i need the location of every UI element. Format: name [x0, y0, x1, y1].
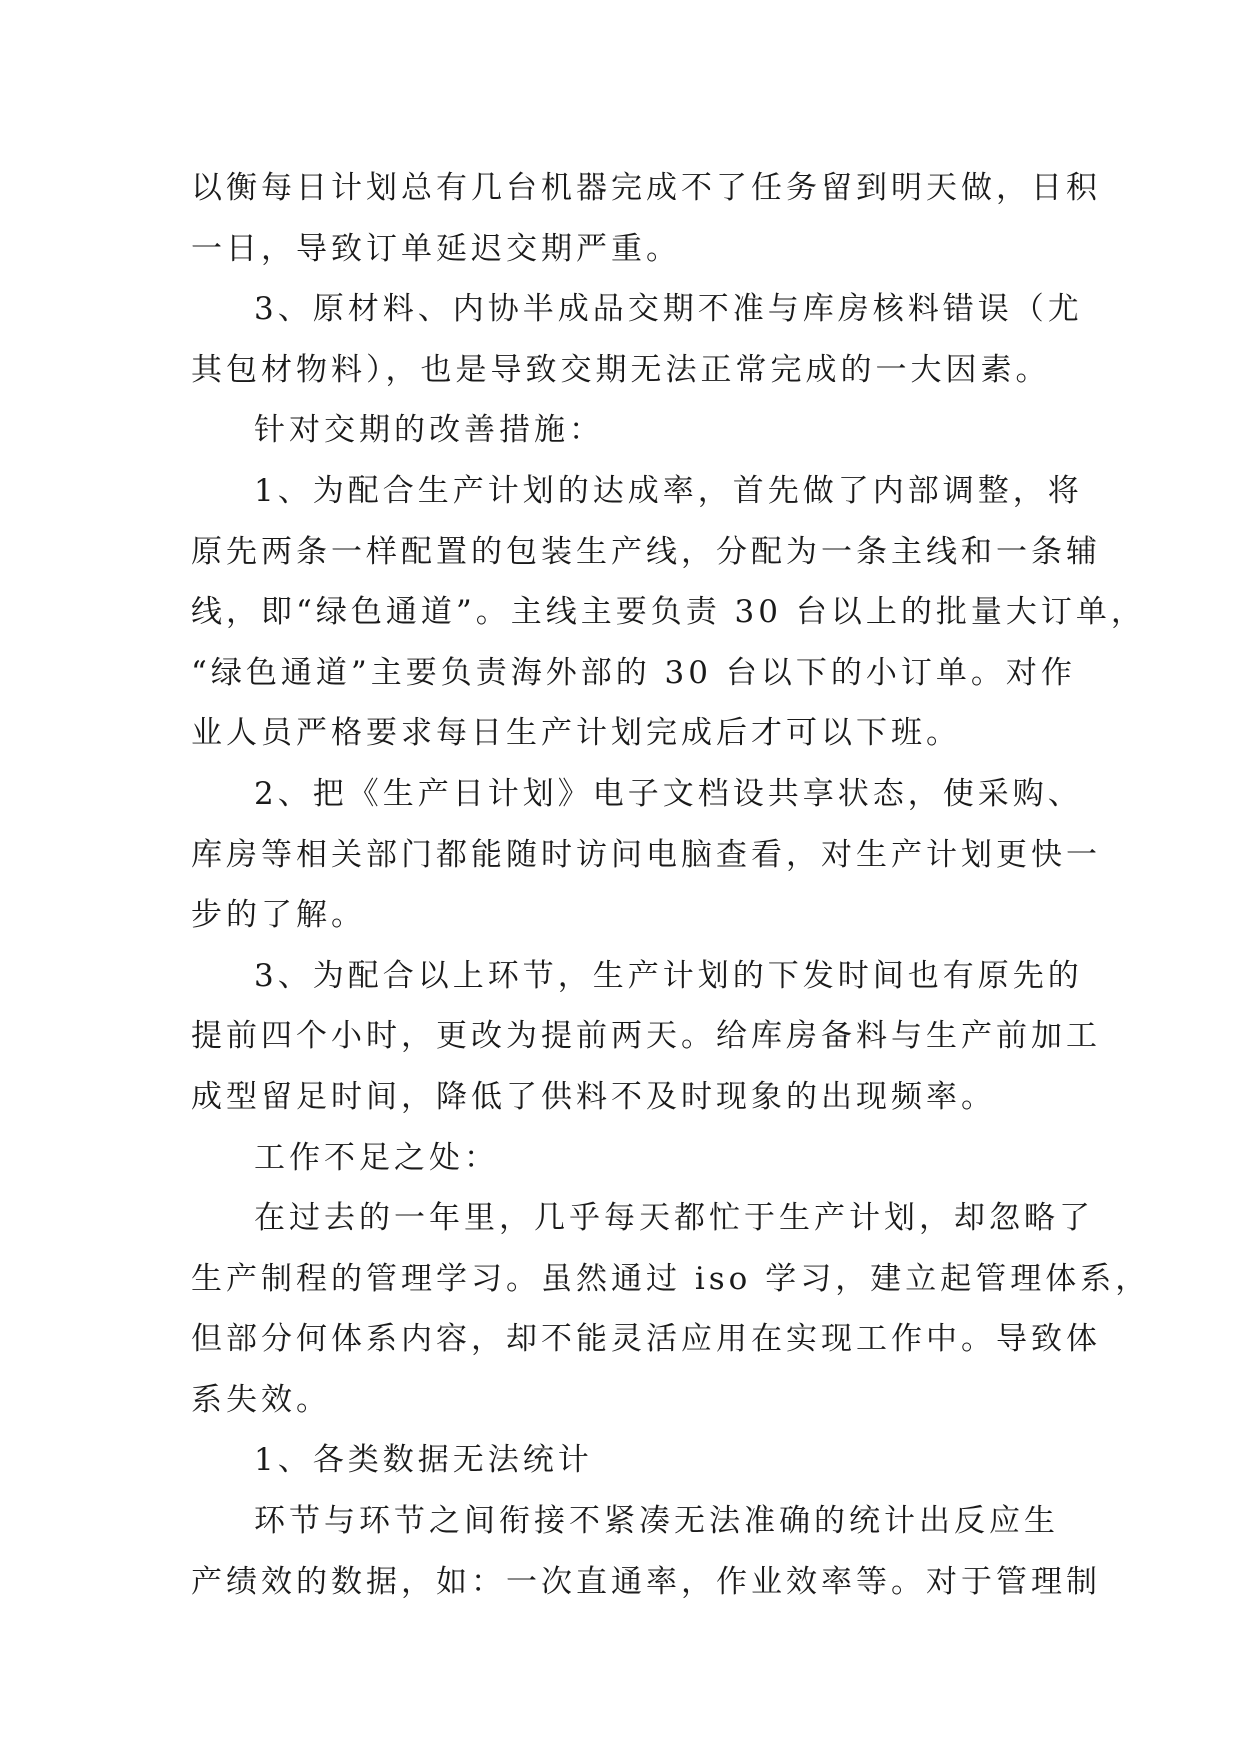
text-line: 1、各类数据无法统计 — [254, 1442, 593, 1479]
text-line: 其包材物料），也是导致交期无法正常完成的一大因素。 — [191, 351, 1051, 388]
text-line: 3、为配合以上环节，生产计划的下发时间也有原先的 — [254, 957, 1083, 994]
section-heading-shortcomings — [191, 1128, 1051, 1189]
text-line: 3、原材料、内协半成品交期不准与库房核料错误（尤 — [254, 291, 1083, 328]
text-line: 生产制程的管理学习。虽然通过 iso 学习，建立起管理体系， — [191, 1260, 1151, 1297]
section-heading-improvements — [191, 400, 1051, 461]
text-line: 步的了解。 — [191, 897, 366, 934]
paragraph-delay-causes — [191, 158, 1101, 279]
paragraph-improvement-2 — [191, 764, 1101, 946]
text-line: 工作不足之处： — [254, 1139, 499, 1176]
text-line: 环节与环节之间衔接不紧凑无法准确的统计出反应生 — [254, 1503, 1059, 1540]
text-line: 系失效。 — [191, 1381, 331, 1418]
text-line: 1、为配合生产计划的达成率，首先做了内部调整，将 — [254, 472, 1083, 509]
text-line: 针对交期的改善措施： — [254, 412, 604, 449]
paragraph-material-issue — [191, 279, 1083, 400]
text-line: 线，即“绿色通道”。主线主要负责 30 台以上的批量大订单， — [191, 594, 1146, 631]
text-line: 库房等相关部门都能随时访问电脑查看，对生产计划更快一 — [191, 836, 1101, 873]
text-line: 原先两条一样配置的包装生产线，分配为一条主线和一条辅 — [191, 533, 1101, 570]
subheading-data-statistics — [191, 1430, 1051, 1491]
paragraph-improvement-1 — [191, 461, 1146, 764]
paragraph-data-statistics — [191, 1491, 1101, 1612]
text-line: 2、把《生产日计划》电子文档设共享状态，使采购、 — [254, 775, 1083, 812]
text-line: 以衡每日计划总有几台机器完成不了任务留到明天做，日积 — [191, 170, 1101, 206]
text-line: 一日，导致订单延迟交期严重。 — [191, 230, 681, 267]
text-line: 提前四个小时，更改为提前两天。给库房备料与生产前加工 — [191, 1018, 1101, 1055]
text-line: 但部分何体系内容，却不能灵活应用在实现工作中。导致体 — [191, 1321, 1101, 1358]
text-line: 产绩效的数据，如：一次直通率，作业效率等。对于管理制 — [191, 1563, 1101, 1600]
text-line: 成型留足时间，降低了供料不及时现象的出现频率。 — [191, 1078, 996, 1115]
text-line: 在过去的一年里，几乎每天都忙于生产计划，却忽略了 — [254, 1200, 1094, 1237]
paragraph-shortcomings — [191, 1188, 1151, 1430]
text-line: “绿色通道”主要负责海外部的 30 台以下的小订单。对作 — [191, 654, 1076, 691]
text-line: 业人员严格要求每日生产计划完成后才可以下班。 — [191, 715, 961, 752]
paragraph-improvement-3 — [191, 946, 1101, 1128]
document-body — [191, 158, 1151, 1612]
